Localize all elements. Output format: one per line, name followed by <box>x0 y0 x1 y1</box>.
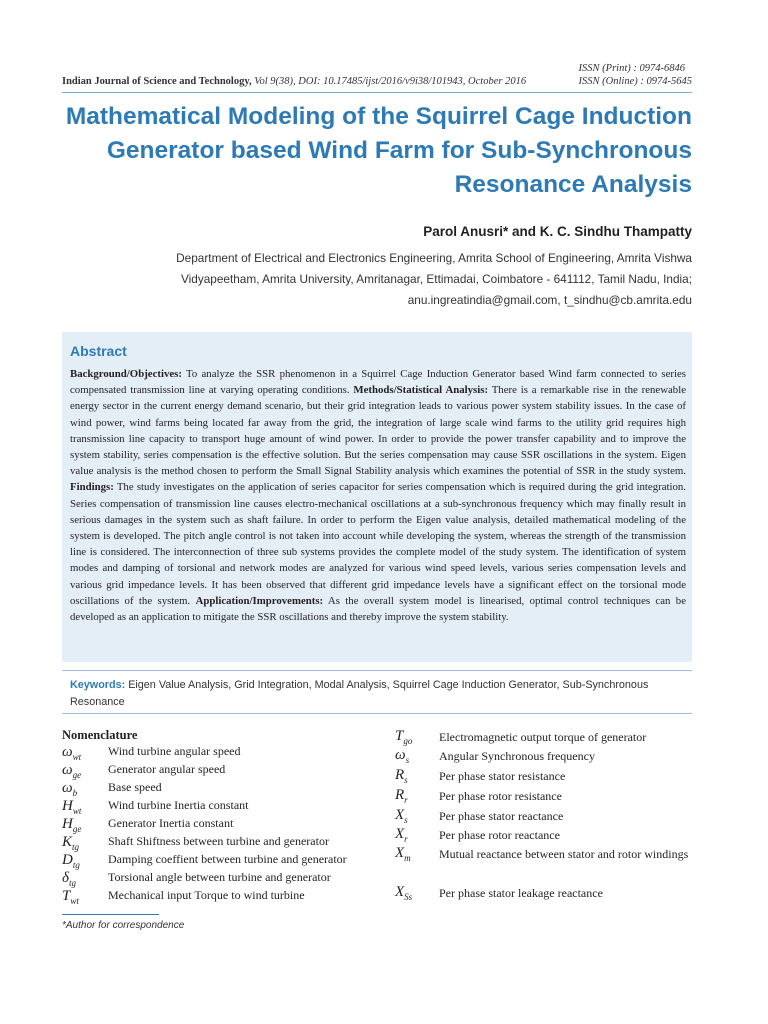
journal-name: Indian Journal of Science and Technology, <box>62 76 252 87</box>
title-line: Mathematical Modeling of the Squirrel Cage Induction <box>65 103 692 130</box>
nomenclature-description: Damping coeffient between turbine and generator <box>108 852 347 866</box>
nomenclature-symbol: $\delta_{tg}$ <box>62 870 76 888</box>
journal-details: Vol 9(38), DOI: 10.17485/ijst/2016/v9i38/101943, October 2016 <box>254 76 527 87</box>
nomenclature-symbol: $\omega_{wt}$ <box>62 744 82 762</box>
nomenclature-symbol: $X_r$ <box>395 826 408 844</box>
background-label: Background/Objectives: <box>70 368 182 380</box>
findings-text: The study investigates on the application of series capacitor for series compensation which is required during the grid integration. Series compensation of transmission line causes electro-mechanical oscillations at a sub-synchronous frequency which may finally result in serious damages in the system such as shaft failure. In order to perform the Eigen value analysis, detailed mathematical modeling of the system is developed. The pitch angle control is not taken into account while developing the system, whereas the strength of the transmission line is considered. The interconnection of three sub systems provides the complete model of the study system. The identification of system modes and damping of torsional and network modes are analyzed for various wind speed levels, various series compensation levels and various grid impedance levels. It has been observed that different grid impedance levels have a significant effect on the torsional mode oscillations of the system. <box>70 481 686 607</box>
methods-label: Methods/Statistical Analysis: <box>353 384 489 397</box>
authors: Parol Anusri* and K. C. Sindhu Thampatty <box>423 224 692 239</box>
keywords-top-divider <box>62 670 692 671</box>
nomenclature-description: Per phase stator reactance <box>439 809 564 823</box>
affiliation-emails: anu.ingreatindia@gmail.com, t_sindhu@cb.amrita.edu <box>407 293 692 307</box>
nomenclature-symbol: $X_m$ <box>395 845 411 863</box>
nomenclature-symbol: $H_{ge}$ <box>62 816 82 834</box>
nomenclature-description: Mutual reactance between stator and rotor windings <box>439 847 689 861</box>
abstract-text <box>70 366 686 625</box>
nomenclature-symbol: $H_{wt}$ <box>62 798 82 816</box>
findings-label: Findings: <box>70 481 114 494</box>
title-line: Generator based Wind Farm for Sub-Synchronous <box>106 137 692 164</box>
paper-title <box>62 100 692 202</box>
keywords-label: Keywords: <box>70 679 126 691</box>
nomenclature-symbol: $\omega_s$ <box>395 747 410 765</box>
issn-print: ISSN (Print) : 0974-6846 <box>578 63 685 74</box>
keywords <box>70 677 692 710</box>
nomenclature-symbol: $T_{wt}$ <box>62 888 79 906</box>
issn-online: ISSN (Online) : 0974-5645 <box>578 76 692 87</box>
nomenclature-description: Torsional angle between turbine and generator <box>108 870 331 884</box>
keywords-text: Eigen Value Analysis, Grid Integration, Modal Analysis, Squirrel Cage Induction Generator, Sub-Synchronous Resonance <box>70 679 649 708</box>
abstract-heading: Abstract <box>70 343 127 359</box>
nomenclature-description: Electromagnetic output torque of generator <box>439 730 647 744</box>
nomenclature-description: Per phase stator leakage reactance <box>439 886 603 900</box>
nomenclature-description: Mechanical input Torque to wind turbine <box>108 888 305 902</box>
nomenclature-description: Per phase stator resistance <box>439 769 566 783</box>
journal-line <box>62 76 526 87</box>
nomenclature-symbol: $D_{tg}$ <box>62 852 80 870</box>
nomenclature-symbol: $\omega_b$ <box>62 780 78 798</box>
nomenclature-description: Generator angular speed <box>108 762 226 776</box>
nomenclature-symbol: $\omega_{ge}$ <box>62 762 82 780</box>
nomenclature-symbol: $X_{Ss}$ <box>395 884 413 902</box>
nomenclature-heading: Nomenclature <box>62 728 138 742</box>
nomenclature-symbol: $T_{go}$ <box>395 728 413 746</box>
affiliation-line: Vidyapeetham, Amrita University, Amritanagar, Ettimadai, Coimbatore - 641112, Tamil Nadu, India; <box>180 272 692 286</box>
methods-text: There is a remarkable rise in the renewable energy sector in the current energy demand scenario, but their grid integration leads to various power system stability issues. In the case of wind power, wind farms being located far away from the grid, the integration of large scale wind farms to the utility grid requires high transmission line capacity to transport huge amount of wind power. In order to provide the power transfer capability and to improve the system stability, series compensation is the effective solution. But the series compensation may cause SSR oscillations in the system. Eigen value analysis is the method chosen to perform the Small Signal Stability analysis which examines the potential of SSR in the study system. <box>70 384 686 478</box>
nomenclature-description: Wind turbine angular speed <box>108 744 241 758</box>
nomenclature-symbol: $R_s$ <box>395 767 408 785</box>
affiliation-line: Department of Electrical and Electronics Engineering, Amrita School of Engineering, Amrita Vishwa <box>176 251 692 265</box>
affiliation <box>140 248 692 311</box>
nomenclature-description: Generator Inertia constant <box>108 816 234 830</box>
nomenclature-description: Base speed <box>108 780 162 794</box>
header-divider <box>62 92 692 93</box>
nomenclature-symbol: $R_r$ <box>395 787 408 805</box>
nomenclature-description: Shaft Shiftness between turbine and generator <box>108 834 329 848</box>
nomenclature-description: Per phase rotor reactance <box>439 828 560 842</box>
nomenclature-symbol: $K_{tg}$ <box>62 834 80 852</box>
nomenclature-symbol: $X_s$ <box>395 807 408 825</box>
nomenclature-description: Wind turbine Inertia constant <box>108 798 249 812</box>
footnote: *Author for correspondence <box>62 920 185 931</box>
nomenclature-description: Per phase rotor resistance <box>439 789 562 803</box>
issn-block <box>579 62 692 88</box>
nomenclature-description: Angular Synchronous frequency <box>439 749 595 763</box>
title-line: Resonance Analysis <box>454 171 692 198</box>
footnote-divider <box>62 914 159 915</box>
keywords-bottom-divider <box>62 713 692 714</box>
application-label: Application/Improvements: <box>195 594 324 607</box>
background-text: To analyze the SSR phenomenon in a Squirrel Cage Induction Generator based Wind farm connected to series compensated transmission line at varying operating conditions. <box>70 368 686 397</box>
application-text: As the overall system model is linearised, optimal control techniques can be developed as an application to mitigate the SSR oscillations and thereby improve the system stability. <box>70 594 686 624</box>
